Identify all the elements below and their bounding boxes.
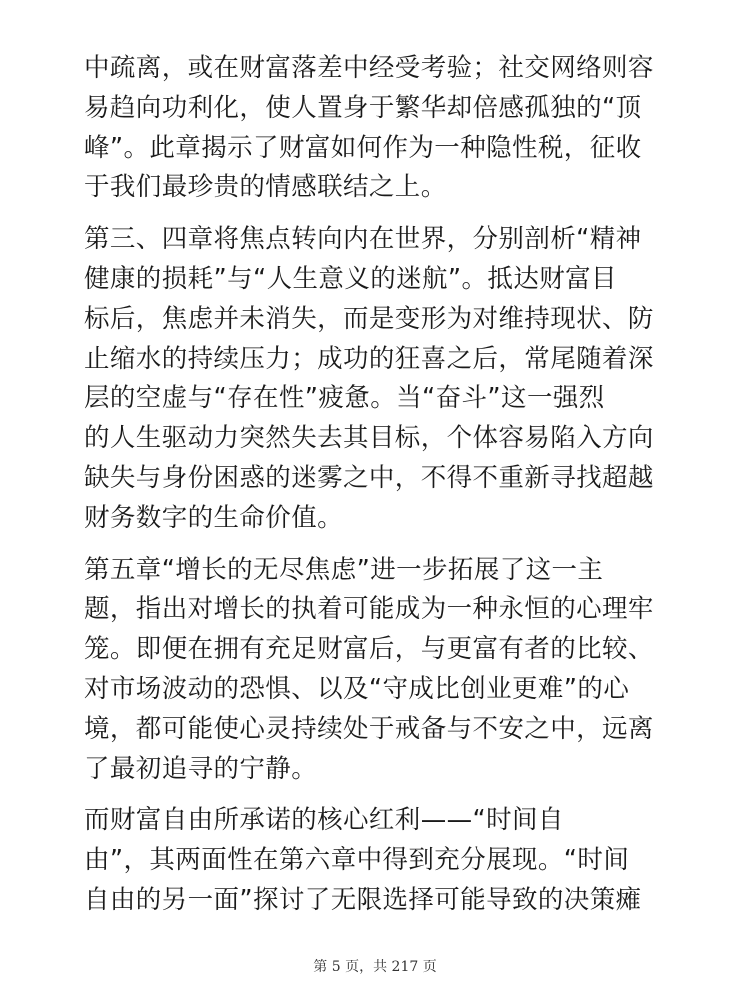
text-line: 题，指出对增长的执着可能成为一种永恒的心理牢	[84, 594, 654, 625]
text-line: 标后，焦虑并未消失，而是变形为对维持现状、防	[84, 303, 654, 334]
body-text	[84, 49, 684, 933]
text-line: 境，都可能使心灵持续处于戒备与不安之中，远离	[84, 713, 654, 744]
text-line: 层的空虚与“存在性”疲惫。当“奋斗”这一强烈	[84, 383, 605, 414]
text-line: 峰”。此章揭示了财富如何作为一种隐性税，征收	[84, 132, 642, 163]
text-line: 止缩水的持续压力；成功的狂喜之后，常尾随着深	[84, 343, 654, 374]
text-line: 财务数字的生命价值。	[84, 502, 344, 533]
text-line: 易趋向功利化，使人置身于繁华却倍感孤独的“顶	[84, 92, 642, 123]
text-line: 于我们最珍贵的情感联结之上。	[84, 172, 447, 203]
text-line: 第五章“增长的无尽焦虑”进一步拓展了这一主	[84, 554, 604, 585]
page-number-footer: 第 5 页，共 217 页	[313, 959, 437, 975]
text-line: 健康的损耗”与“人生意义的迷航”。抵达财富目	[84, 263, 617, 294]
text-line: 笼。即便在拥有充足财富后，与更富有者的比较、	[84, 634, 654, 665]
text-line: 自由的另一面”探讨了无限选择可能导致的决策瘫	[84, 884, 642, 915]
paragraph-3	[84, 551, 684, 790]
paragraph-2	[84, 220, 684, 538]
text-line: 由”，其两面性在第六章中得到充分展现。“时间	[84, 845, 630, 876]
text-line: 对市场波动的恐惧、以及“守成比创业更难”的心	[84, 673, 630, 704]
text-line: 的人生驱动力突然失去其目标，个体容易陷入方向	[84, 423, 654, 454]
paragraph-1	[84, 49, 684, 208]
paragraph-4	[84, 801, 684, 920]
text-line: 缺失与身份困惑的迷雾之中，不得不重新寻找超越	[84, 462, 654, 493]
text-line: 了最初追寻的宁静。	[84, 753, 318, 784]
text-line: 而财富自由所承诺的核心红利——“时间自	[84, 805, 564, 836]
text-line: 第三、四章将焦点转向内在世界，分别剖析“精神	[84, 224, 642, 255]
text-line: 中疏离，或在财富落差中经受考验；社交网络则容	[84, 53, 654, 83]
